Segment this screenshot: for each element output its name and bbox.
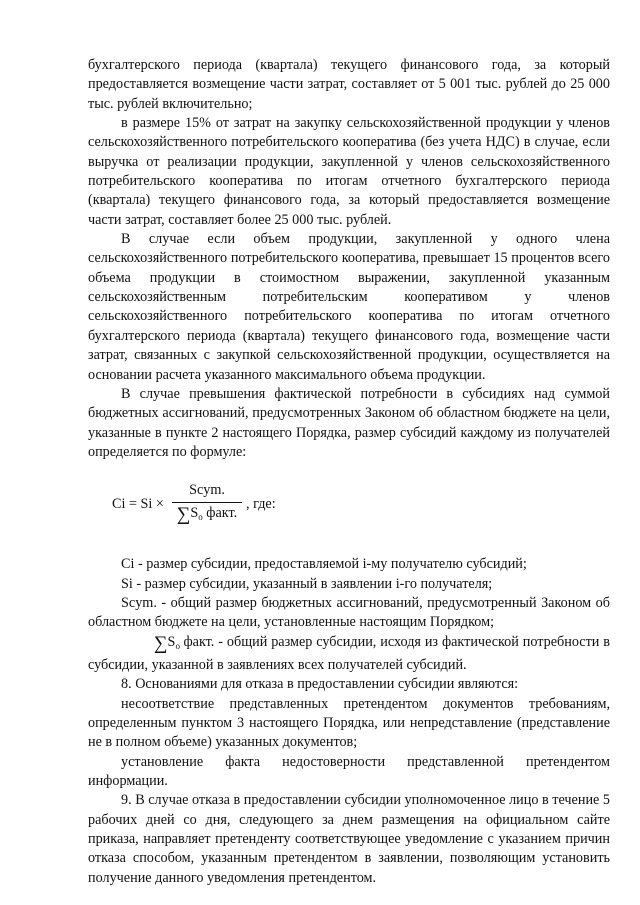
formula-tail: , где: xyxy=(246,496,276,513)
definition-scym: Scym. - общий размер бюджетных ассигнований, предусмотренный Законом об областном бюджете на цели, установленные настоящим Порядком; xyxy=(88,594,610,631)
formula-lhs: Ci = Si × xyxy=(112,496,164,513)
definition-ci: Ci - размер субсидии, предоставляемой i-му получателю субсидий; xyxy=(121,556,527,573)
sum-definition-text: - общий размер субсидии, исходя из фактической потребности в субсидии, указанной в заявлениях всех получателей субсидий. xyxy=(88,633,610,673)
paragraph-volume-range: бухгалтерского периода (квартала) текущего финансового года, за который предоставляется возмещение части затрат, составляет от 5 001 тыс. рублей до 25 000 тыс. рублей включительно; xyxy=(88,57,610,112)
paragraph-member-limit: В случае если объем продукции, закупленной у одного члена сельскохозяйственного потребительского кооператива, превышает 15 процентов всего объема продукции в стоимостном выражении, закупленной указанным сельскохозяйственным потребительским кооперативом у членов сельскохозяйственного потребительского кооператива по итогам отчетного бухгалтерского периода (квартала) текущего финансового года, возмещение части затрат, связанных с закупкой сельскохозяйственной продукции, осуществляется на основании расчета указанного максимального объема продукции. xyxy=(88,231,610,383)
paragraph-docs-mismatch: несоответствие представленных претендентом документов требованиям, определенным пунктом 3 настоящего Порядка, или непредставление (представление не в полном объеме) указанных документов; xyxy=(88,695,610,751)
definition-si: Si - размер субсидии, указанный в заявлении i-го получателя; xyxy=(121,575,493,592)
subsidy-formula xyxy=(88,481,610,533)
formula-den-sub: o xyxy=(198,511,203,522)
sum-sub: o xyxy=(175,640,180,651)
sum-symbol: ∑ xyxy=(176,503,191,525)
formula-den-word: факт. xyxy=(206,504,238,521)
formula-den-var: S xyxy=(190,504,199,521)
sum-expression xyxy=(121,633,214,656)
paragraph-rate-15: в размере 15% от затрат на закупку сельскохозяйственной продукции у членов сельскохозяйственного потребительского кооператива (без учета НДС) в случае, если выручка от реализации продукции, закупленной у членов сельскохозяйственного потребительского кооператива по итогам отчетного бухгалтерского периода (квартала) текущего финансового года, за который предоставляется возмещение части затрат, составляет более 25 000 тыс. рублей. xyxy=(88,115,610,228)
sum-var: S xyxy=(167,633,176,650)
paragraph-refusal-grounds: 8. Основаниями для отказа в предоставлении субсидии являются: xyxy=(121,676,519,693)
formula-fraction xyxy=(172,481,242,527)
sum-word: факт. xyxy=(183,633,215,650)
paragraph-excess-need: В случае превышения фактической потребности в субсидиях над суммой бюджетных ассигнований, предусмотренных Законом об областном бюджете на цели, указанные в пункте 2 настоящего Порядка, размер субсидий каждому из получателей определяется по формуле: xyxy=(88,385,610,460)
sum-symbol-2: ∑ xyxy=(154,632,168,654)
document-page xyxy=(88,56,610,888)
formula-numerator: Scym. xyxy=(172,481,242,502)
formula-denominator xyxy=(172,503,242,527)
definition-sum xyxy=(88,633,610,676)
paragraph-false-info: установление факта недостоверности представленной претендентом информации. xyxy=(88,753,610,789)
paragraph-refusal-notice: 9. В случае отказа в предоставлении субсидии уполномоченное лицо в течение 5 рабочих дней со дня, следующего за днем размещения на официальном сайте приказа, направляет претенденту соответствующее уведомление с указанием причин отказа способом, указанным претендентом в заявлении, позволяющим установить получение данного уведомления претендентом. xyxy=(88,792,610,886)
